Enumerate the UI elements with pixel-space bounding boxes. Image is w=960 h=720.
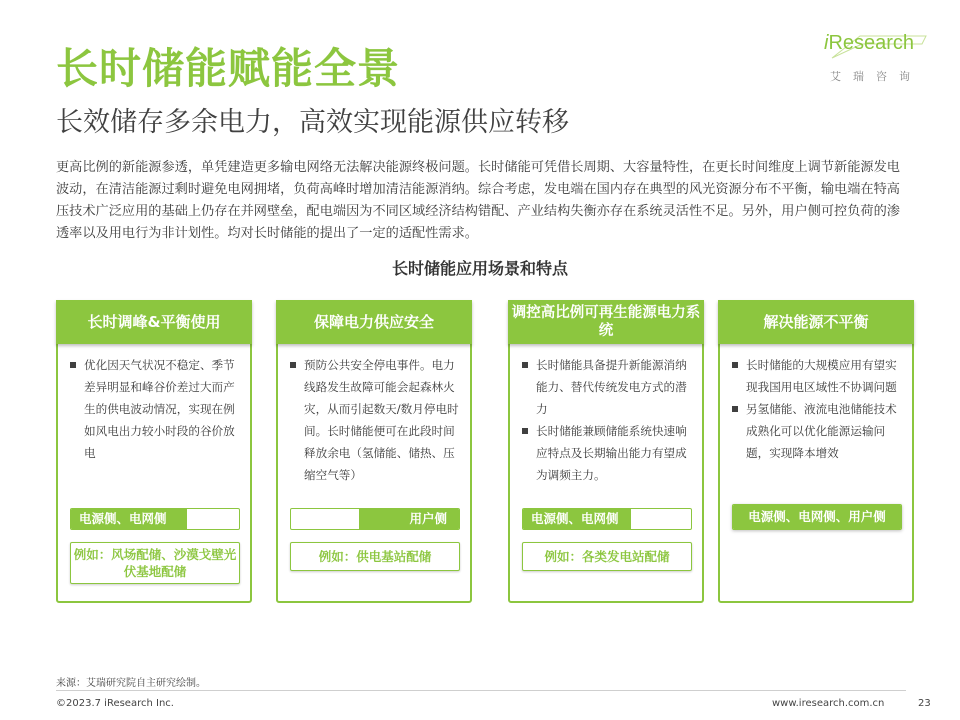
sides-label: 电源侧、电网侧 [531,511,619,526]
card-body [68,354,244,464]
card-body [520,354,696,486]
example-box: 例如：风场配储、沙漠戈壁光伏基地配储 [70,542,240,584]
scenario-card-energy-balance [718,300,914,603]
card-body [288,354,464,486]
scenario-card-renewable-grid [508,300,704,603]
applicable-sides-bar [732,504,902,530]
applicable-sides-bar [290,508,460,530]
logo-i: i [824,32,829,54]
iresearch-logo [824,32,936,88]
source-note: 来源：艾瑞研究院自主研究绘制。 [56,678,206,689]
logo-chinese-name: 艾瑞咨询 [830,70,922,83]
card-bullet: 长时储能的大规模应用有望实现我国用电区域性不协调问题 [730,354,906,398]
logo-wordmark [824,32,914,55]
footer-divider [56,690,906,691]
card-title: 解决能源不平衡 [718,300,914,344]
card-bullet: 长时储能具备提升新能源消纳能力、替代传统发电方式的潜力 [520,354,696,420]
card-title: 调控高比例可再生能源电力系统 [508,300,704,344]
copyright: ©2023.7 iResearch Inc. [56,698,174,709]
logo-research: Research [828,32,915,54]
section-heading: 长时储能应用场景和特点 [391,259,568,278]
intro-paragraph: 更高比例的新能源参透，单凭建造更多输电网络无法解决能源终极问题。长时储能可凭借长周期、大容量特性，在更长时间维度上调节新能源发电波动，在清洁能源过剩时避免电网拥堵，负荷高峰时增加清洁能源消纳。综合考虑，发电端在国内存在典型的风光资源分布不平衡，输电端在特高压技术广泛应用的基础上仍存在并网壁垒，配电端因为不同区域经济结构错配、产业结构失衡亦存在系统灵活性不足。另外，用户侧可控负荷的渗透率以及用电行为非计划性。均对长时储能的提出了一定的适配性需求。 [56,160,900,241]
applicable-sides-bar [522,508,692,530]
page-subtitle: 长效储存多余电力，高效实现能源供应转移 [56,107,569,138]
sides-label: 用户侧 [409,511,447,526]
applicable-sides-bar [70,508,240,530]
sides-label: 电源侧、电网侧、用户侧 [748,509,886,524]
card-title: 保障电力供应安全 [276,300,472,344]
website-link[interactable]: www.iresearch.com.cn [772,698,885,709]
page-number: 23 [918,698,931,709]
card-bullet: 预防公共安全停电事件。电力线路发生故障可能会起森林火灾，从而引起数天/数月停电时间。长时储能便可在此段时间释放余电（氢储能、储热、压缩空气等） [288,354,464,486]
card-title: 长时调峰&平衡使用 [56,300,252,344]
scenario-card-peak-shaving [56,300,252,603]
card-bullet: 另氢储能、液流电池储能技术成熟化可以优化能源运输问题，实现降本增效 [730,398,906,464]
card-body [730,354,906,464]
sides-label: 电源侧、电网侧 [79,511,167,526]
card-bullet: 优化因天气状况不稳定、季节差异明显和峰谷价差过大而产生的供电波动情况，实现在例如风电出力较小时段的谷价放电 [68,354,244,464]
example-box: 例如：各类发电站配储 [522,542,692,571]
scenario-card-supply-security [276,300,472,603]
card-bullet: 长时储能兼顾储能系统快速响应特点及长期输出能力有望成为调频主力。 [520,420,696,486]
page-title: 长时储能赋能全景 [56,44,401,93]
example-box: 例如：供电基站配储 [290,542,460,571]
